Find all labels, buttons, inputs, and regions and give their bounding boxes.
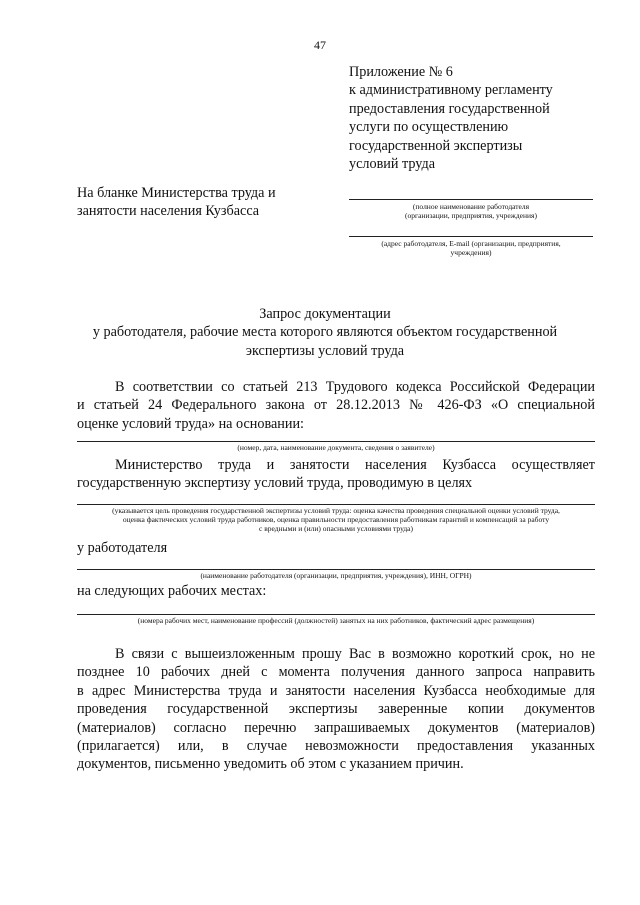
- paragraph-request: В связи с вышеизложенным прошу Вас в возможно короткий срок, но не позднее 10 рабочих дней с момента получения данного запроса направить в адрес Министерства труда и занятости населения Кузбасса необходимые для проведения государственной экспертизы заверенные копии документов (материалов) согласно перечню запрашиваемых документов (материалов) (прилагается) или, в случае невозможности предоставления указанных документов, письменно уведомить об этом с указанием причин.: [77, 646, 595, 773]
- letterhead-line: На бланке Министерства труда и: [77, 185, 276, 201]
- basis-field: [77, 441, 595, 452]
- basis-caption: (номер, дата, наименование документа, сведения о заявителе): [237, 443, 435, 452]
- appendix-line: предоставления государственной: [349, 100, 550, 117]
- purpose-caption: (указывается цель проведения государственной экспертизы условий труда: оценка качества проведения специальной оценки условий труда, оценка фактических условий труда работников, оценка правильности предоставления работникам гарантий и компенсаций за работу с вредными и (или) опасными условиями труда): [112, 506, 560, 533]
- appendix-line: к административному регламенту: [349, 82, 553, 99]
- employer-caption: (наименование работодателя (организации, предприятия, учреждения), ИНН, ОГРН): [200, 571, 472, 580]
- purpose-line: [77, 504, 595, 505]
- appendix-line: услуги по осуществлению: [349, 119, 509, 136]
- appendix-heading: [349, 63, 619, 173]
- workplaces-field: [77, 614, 595, 625]
- document-title: [40, 305, 610, 360]
- workplaces-line: [77, 614, 595, 615]
- paragraph-legal-basis: В соответствии со статьей 213 Трудового кодекса Российской Федерации и статьей 24 Федерального закона от 28.12.2013 № 426-ФЗ «О специальной оценке условий труда» на основании:: [77, 379, 595, 432]
- title-line: экспертизы условий труда: [245, 342, 405, 359]
- employer-name-line: [349, 199, 593, 200]
- employer-field: [77, 569, 595, 580]
- at-employer-label: у работодателя: [77, 540, 168, 556]
- letterhead-line: занятости населения Кузбасса: [77, 203, 260, 220]
- employer-name-caption: (полное наименование работодателя (организации, предприятия, учреждения): [405, 202, 537, 220]
- employer-name-field: [349, 199, 593, 220]
- title-line: у работодателя, рабочие места которого являются объектом государственной: [92, 324, 558, 341]
- title-line: Запрос документации: [259, 306, 391, 322]
- employer-address-line: [349, 236, 593, 237]
- workplaces-label: на следующих рабочих местах:: [77, 583, 267, 599]
- paragraph-ministry: Министерство труда и занятости населения Кузбасса осуществляет государственную экспертизу условий труда, проводимую в целях: [77, 457, 595, 492]
- employer-address-field: [349, 236, 593, 257]
- workplaces-caption: (номера рабочих мест, наименование профессий (должностей) занятых на них работников, фактический адрес размещения): [137, 616, 535, 625]
- appendix-line: условий труда: [349, 156, 435, 173]
- employer-line: [77, 569, 595, 570]
- appendix-line: государственной экспертизы: [349, 137, 523, 154]
- appendix-line: Приложение № 6: [349, 64, 453, 80]
- letterhead-note: [77, 184, 276, 221]
- employer-address-caption: (адрес работодателя, E-mail (организации, предприятия, учреждения): [381, 239, 561, 257]
- purpose-field: [77, 504, 595, 533]
- page-number: 47: [314, 38, 326, 52]
- basis-line: [77, 441, 595, 442]
